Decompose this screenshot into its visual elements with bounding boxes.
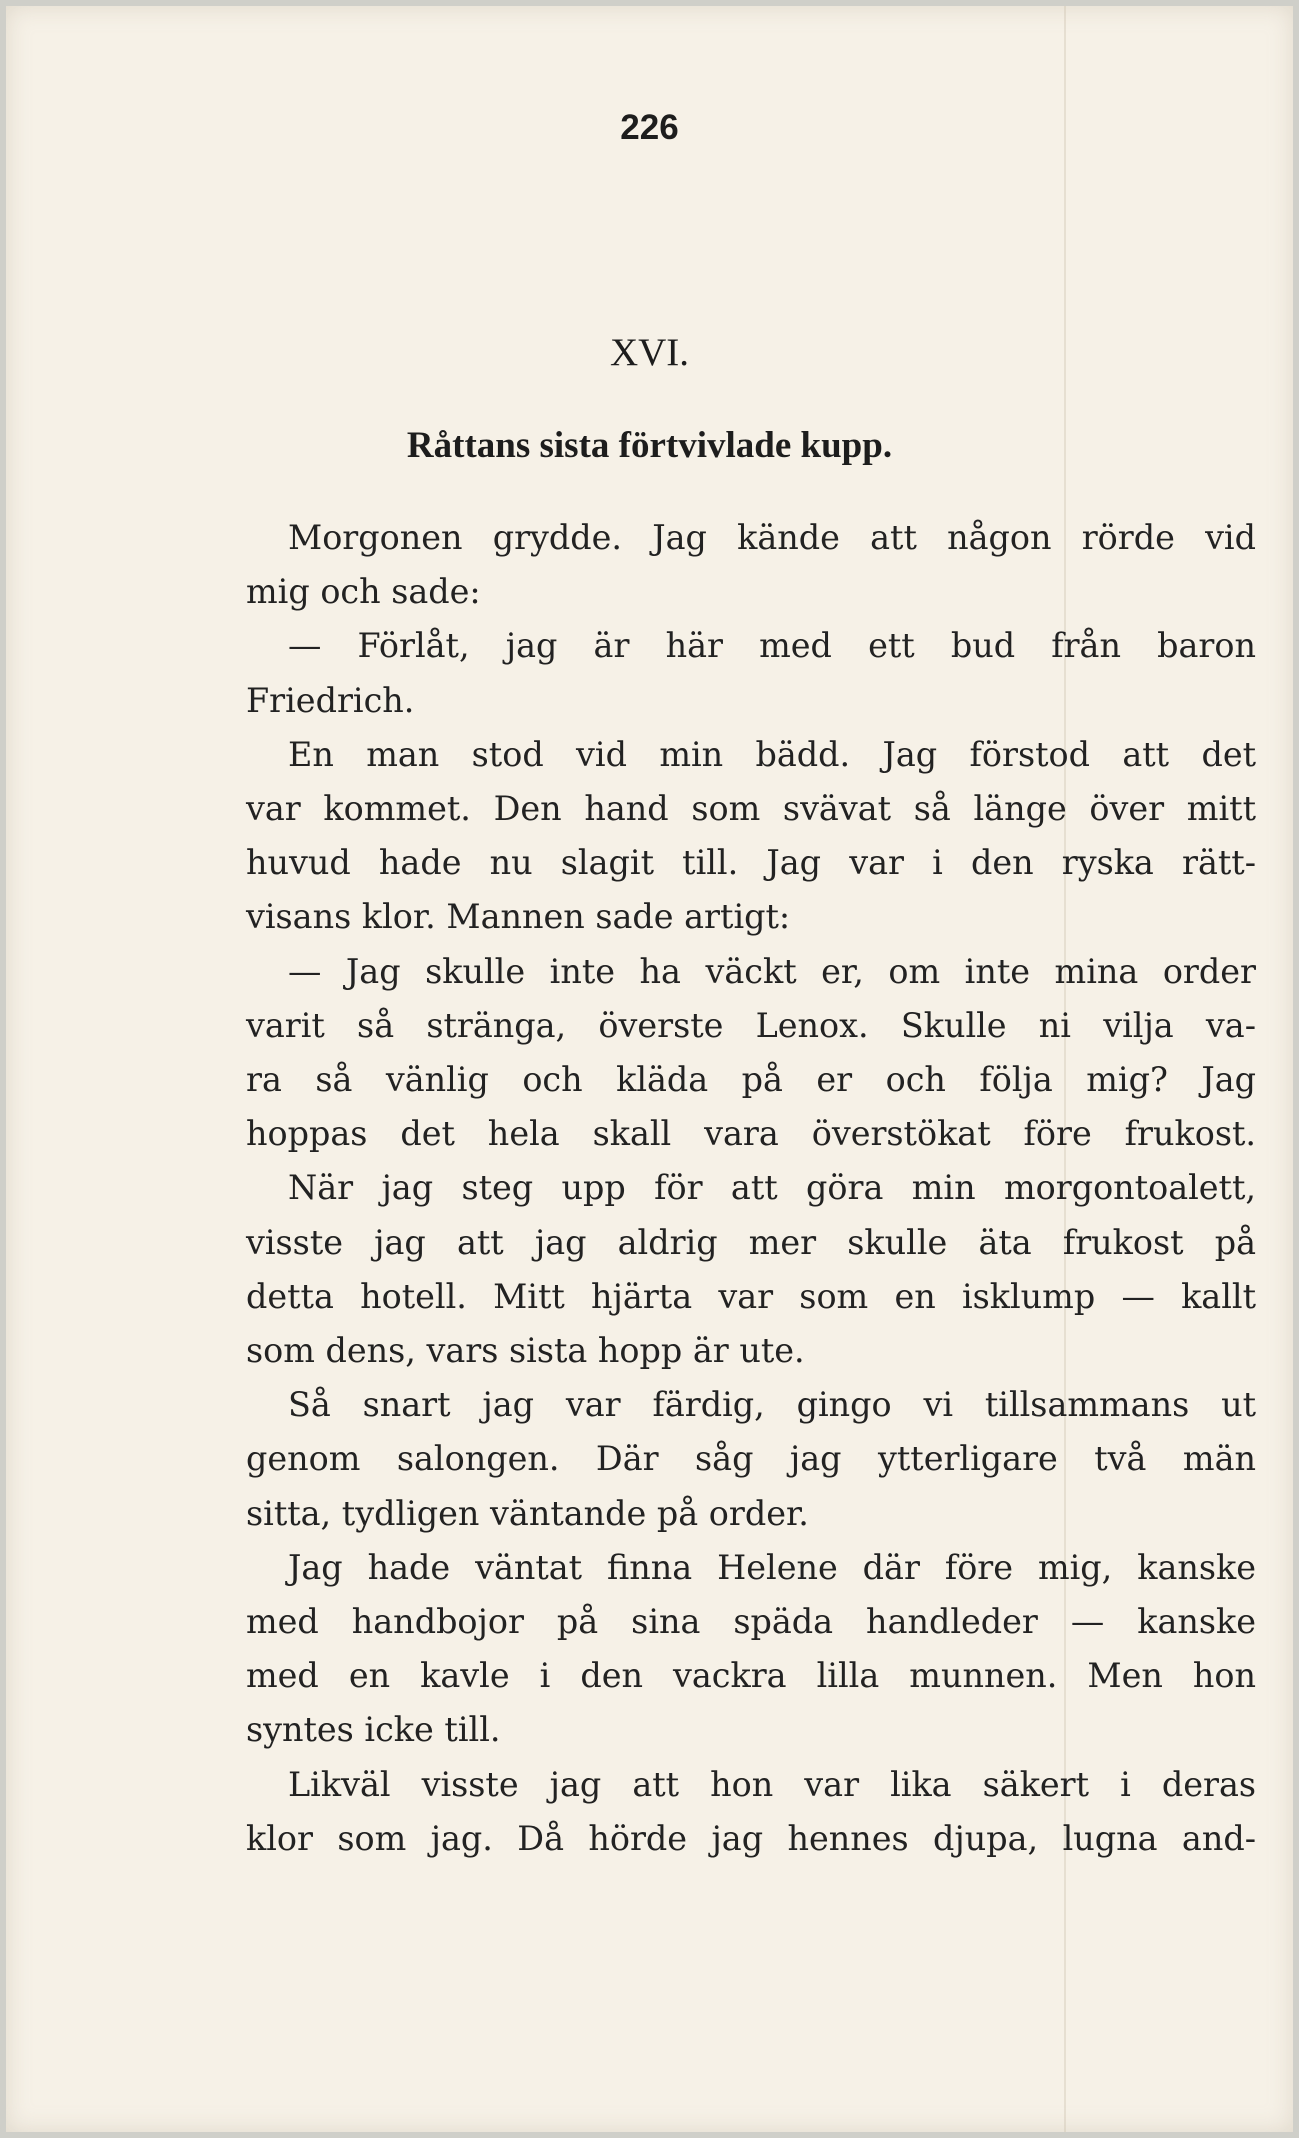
text-line: syntes icke till. — [246, 1710, 501, 1750]
text-line: klor som jag. Då hörde jag hennes djupa, lugna and- — [246, 1818, 1256, 1858]
text-line: genom salongen. Där såg jag ytterligare två män — [246, 1439, 1256, 1479]
text-line: ra så vänlig och kläda på er och följa mig? Jag — [246, 1060, 1256, 1100]
text-line: Morgonen grydde. Jag kände att någon rörde vid — [288, 518, 1256, 557]
text-line: Så snart jag var färdig, gingo vi tillsammans ut — [288, 1385, 1256, 1425]
text-line: Likväl visste jag att hon var lika säkert i deras — [288, 1764, 1256, 1804]
page-number: 226 — [620, 108, 679, 147]
chapter-title: Råttans sista förtvivlade kupp. — [406, 425, 893, 466]
text-line: var kommet. Den hand som svävat så länge över mitt — [246, 789, 1256, 829]
chapter-number: XVI. — [609, 331, 690, 374]
text-line: visans klor. Mannen sade artigt: — [246, 897, 791, 937]
text-line: hoppas det hela skall vara överstökat före frukost. — [246, 1114, 1256, 1154]
body-text — [246, 511, 1256, 1866]
text-line: När jag steg upp för att göra min morgontoalett, — [288, 1168, 1256, 1208]
text-line: — Jag skulle inte ha väckt er, om inte mina order — [288, 951, 1256, 991]
text-line: detta hotell. Mitt hjärta var som en isklump — kallt — [246, 1276, 1256, 1316]
text-line: med handbojor på sina späda handleder — kanske — [246, 1602, 1256, 1642]
book-page — [6, 6, 1293, 2132]
text-line: huvud hade nu slagit till. Jag var i den ryska rätt- — [246, 843, 1256, 883]
text-line: mig och sade: — [246, 572, 481, 612]
text-line: — Förlåt, jag är här med ett bud från baron — [288, 626, 1256, 666]
text-line: varit så stränga, överste Lenox. Skulle ni vilja va- — [246, 1005, 1256, 1045]
text-line: med en kavle i den vackra lilla munnen. Men hon — [246, 1656, 1256, 1696]
text-line: som dens, vars sista hopp är ute. — [246, 1331, 805, 1371]
text-line: Friedrich. — [246, 680, 415, 720]
text-line: visste jag att jag aldrig mer skulle äta frukost på — [246, 1222, 1256, 1262]
text-line: En man stod vid min bädd. Jag förstod att det — [288, 734, 1256, 774]
text-line: Jag hade väntat finna Helene där före mig, kanske — [288, 1547, 1256, 1587]
text-line: sitta, tydligen väntande på order. — [246, 1493, 809, 1533]
